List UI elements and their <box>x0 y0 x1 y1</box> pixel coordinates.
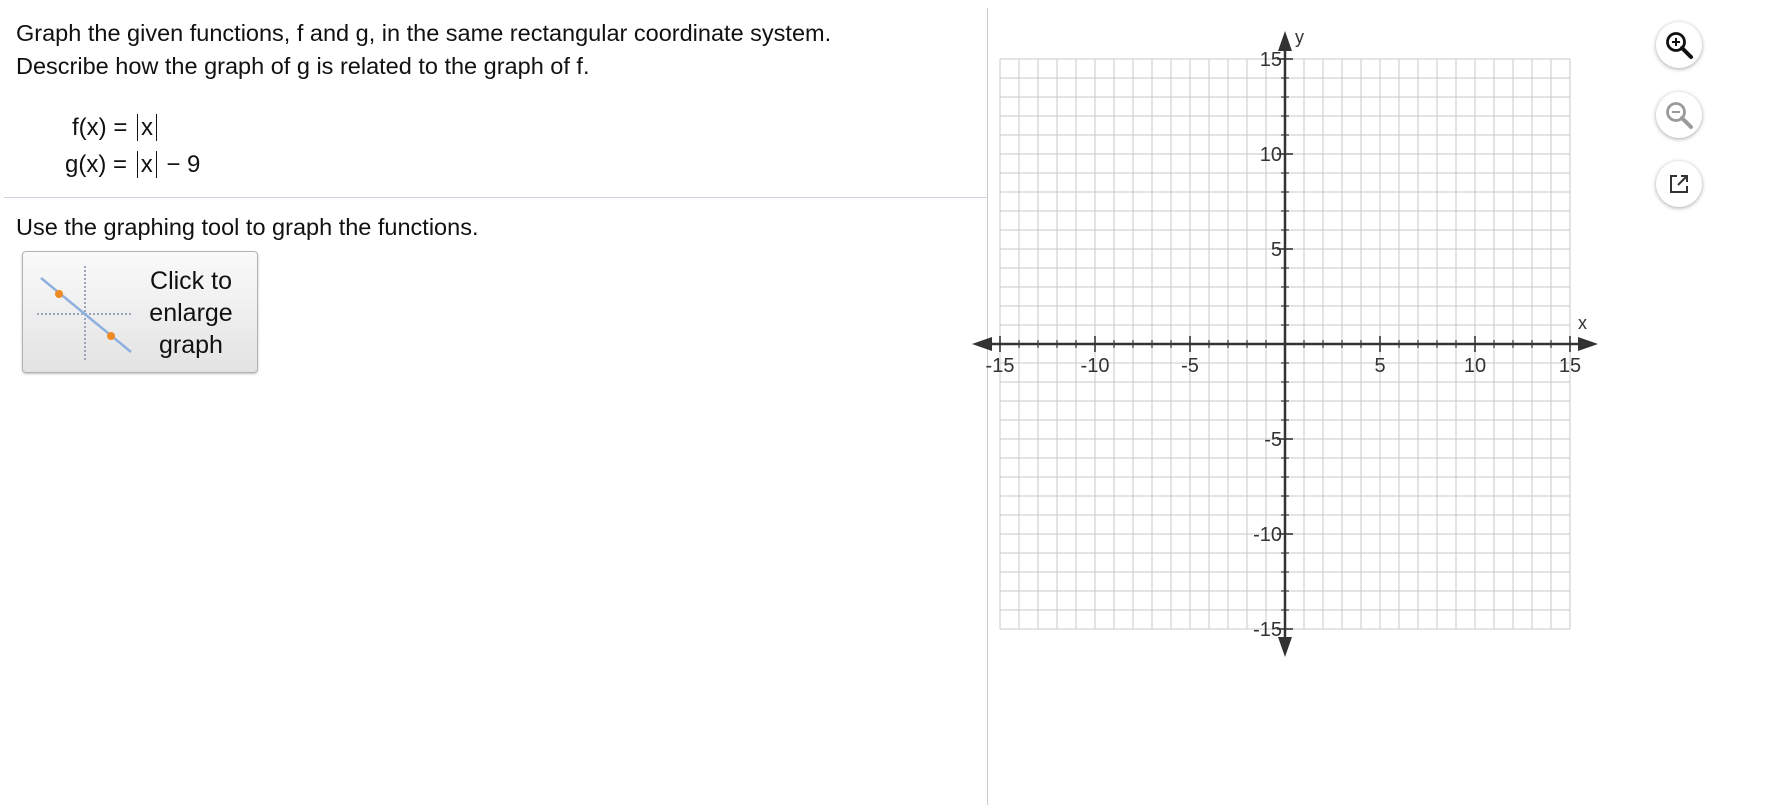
popout-button[interactable] <box>1656 161 1702 207</box>
pane-divider <box>987 8 988 805</box>
function-g <box>65 150 200 180</box>
x-tick-label: -15 <box>985 355 1015 377</box>
x-axis-arrow-right <box>1578 337 1598 351</box>
graph-thumbnail-icon <box>35 264 135 364</box>
graph-instructions: Use the graphing tool to graph the functions. <box>16 214 479 240</box>
enlarge-graph-label: Click to enlarge graph <box>149 267 233 359</box>
x-tick-label: 10 <box>1463 355 1487 377</box>
function-f <box>72 113 160 143</box>
x-tick-label: 5 <box>1374 355 1386 377</box>
function-f-lhs: f(x) = <box>72 114 135 141</box>
zoom-in-button[interactable] <box>1656 22 1702 68</box>
function-f-abs: x <box>137 114 157 141</box>
x-tick-label: -10 <box>1080 355 1110 377</box>
x-tick-label: -5 <box>1181 355 1199 377</box>
question-line-2: Describe how the graph of g is related to the graph of f. <box>16 53 590 79</box>
y-tick-label: -5 <box>1264 429 1282 451</box>
zoom-in-icon <box>1664 30 1694 60</box>
function-g-lhs: g(x) = <box>65 151 134 178</box>
y-tick-label: -15 <box>1253 619 1282 641</box>
question-line-1: Graph the given functions, f and g, in the same rectangular coordinate system. <box>16 20 832 46</box>
coordinate-graph[interactable] <box>985 20 1650 670</box>
enlarge-graph-button[interactable] <box>22 251 258 373</box>
zoom-out-button[interactable] <box>1656 92 1702 138</box>
x-tick-label: 15 <box>1558 355 1582 377</box>
y-tick-label: 10 <box>1259 144 1282 166</box>
function-g-abs: x <box>137 151 157 178</box>
axes <box>972 31 1598 657</box>
section-divider <box>4 197 988 198</box>
y-axis-label: y <box>1295 27 1304 47</box>
zoom-out-icon <box>1664 100 1694 130</box>
y-tick-label: 5 <box>1270 239 1282 261</box>
x-axis-label: x <box>1578 313 1587 333</box>
popout-icon <box>1666 171 1692 197</box>
y-tick-label: 15 <box>1259 49 1282 71</box>
y-axis-arrow-up <box>1278 31 1292 51</box>
y-tick-label: -10 <box>1253 524 1282 546</box>
function-g-rhs: − 9 <box>159 151 201 178</box>
